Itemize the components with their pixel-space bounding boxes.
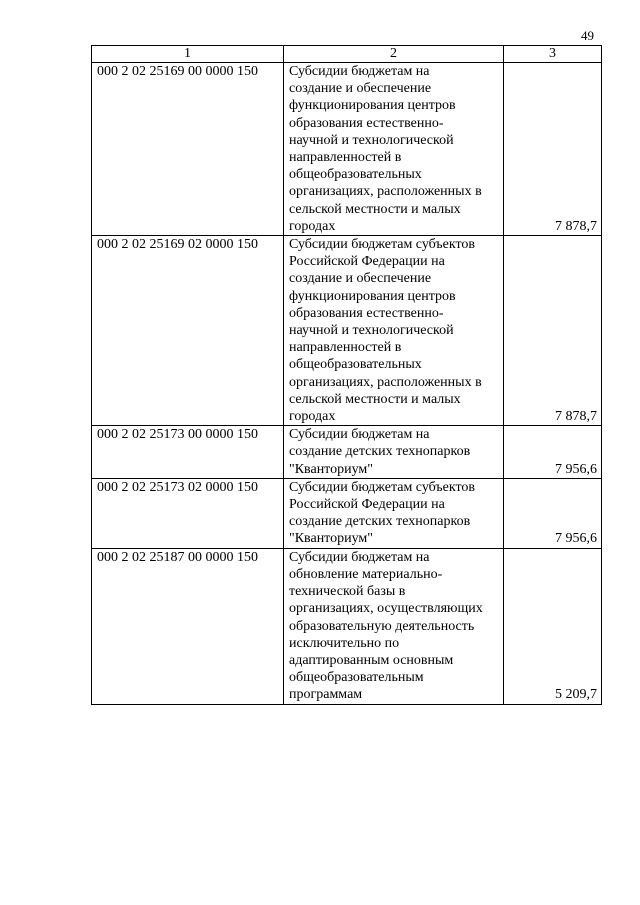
description-line: общеобразовательным	[289, 670, 424, 686]
description-line: технической базы в	[289, 584, 406, 600]
description-line: общеобразовательных	[289, 357, 422, 373]
description-line: Субсидии бюджетам на	[289, 64, 430, 79]
table-row	[92, 236, 602, 426]
description-line: Субсидии бюджетам субъектов	[289, 237, 476, 253]
description-line: направленностей в	[289, 340, 402, 356]
table-row	[92, 548, 602, 704]
description-line: образования естественно-	[289, 115, 444, 131]
description-line: организациях, расположенных в	[289, 374, 482, 390]
description-line: Российской Федерации на	[289, 254, 445, 270]
column-header-code: 1	[92, 46, 284, 63]
description-line: создание детских технопарков	[289, 444, 471, 460]
row-code: 000 2 02 25173 00 0000 150	[92, 426, 284, 479]
description-line: организациях, осуществляющих	[289, 601, 483, 617]
column-header-description: 2	[284, 46, 504, 63]
table-row	[92, 426, 602, 479]
description-line: Субсидии бюджетам на	[289, 549, 430, 565]
description-line: организациях, расположенных в	[289, 184, 482, 200]
table-header-row	[92, 46, 602, 63]
description-line: направленностей в	[289, 150, 402, 166]
description-line: исключительно по	[289, 635, 400, 651]
row-description	[284, 236, 504, 426]
table-row	[92, 63, 602, 236]
description-line: создание детских технопарков	[289, 514, 471, 530]
row-code: 000 2 02 25173 02 0000 150	[92, 478, 284, 548]
row-amount: 7 956,6	[504, 426, 602, 479]
row-description	[284, 478, 504, 548]
row-amount: 5 209,7	[504, 548, 602, 704]
description-line: обновление материально-	[289, 566, 443, 582]
description-line: сельской местности и малых	[289, 391, 461, 407]
description-line: функционирования центров	[289, 288, 456, 304]
budget-table	[91, 45, 602, 705]
description-line: "Кванториум"	[289, 531, 373, 547]
description-line: Субсидии бюджетам субъектов	[289, 479, 476, 495]
description-line: создание и обеспечение	[289, 271, 432, 287]
description-line: научной и технологической	[289, 132, 454, 148]
description-line: создание и обеспечение	[289, 81, 432, 97]
description-line: функционирования центров	[289, 98, 456, 114]
row-amount: 7 878,7	[504, 63, 602, 236]
description-line: программам	[289, 687, 363, 703]
description-line: адаптированным основным	[289, 652, 454, 668]
row-code: 000 2 02 25169 00 0000 150	[92, 63, 284, 236]
description-line: "Кванториум"	[289, 461, 373, 477]
description-line: городах	[289, 218, 336, 234]
table-body	[92, 63, 602, 705]
description-line: сельской местности и малых	[289, 201, 461, 217]
row-code: 000 2 02 25187 00 0000 150	[92, 548, 284, 704]
row-amount: 7 956,6	[504, 478, 602, 548]
page-number: 49	[581, 28, 594, 43]
description-line: общеобразовательных	[289, 167, 422, 183]
row-description	[284, 548, 504, 704]
row-code: 000 2 02 25169 02 0000 150	[92, 236, 284, 426]
row-description	[284, 426, 504, 479]
description-line: Российской Федерации на	[289, 497, 445, 513]
column-header-amount: 3	[504, 46, 602, 63]
row-amount: 7 878,7	[504, 236, 602, 426]
description-line: городах	[289, 409, 336, 425]
row-description	[284, 63, 504, 236]
description-line: Субсидии бюджетам на	[289, 427, 430, 443]
table-row	[92, 478, 602, 548]
description-line: научной и технологической	[289, 323, 454, 339]
description-line: образования естественно-	[289, 305, 444, 321]
description-line: образовательную деятельность	[289, 618, 475, 634]
